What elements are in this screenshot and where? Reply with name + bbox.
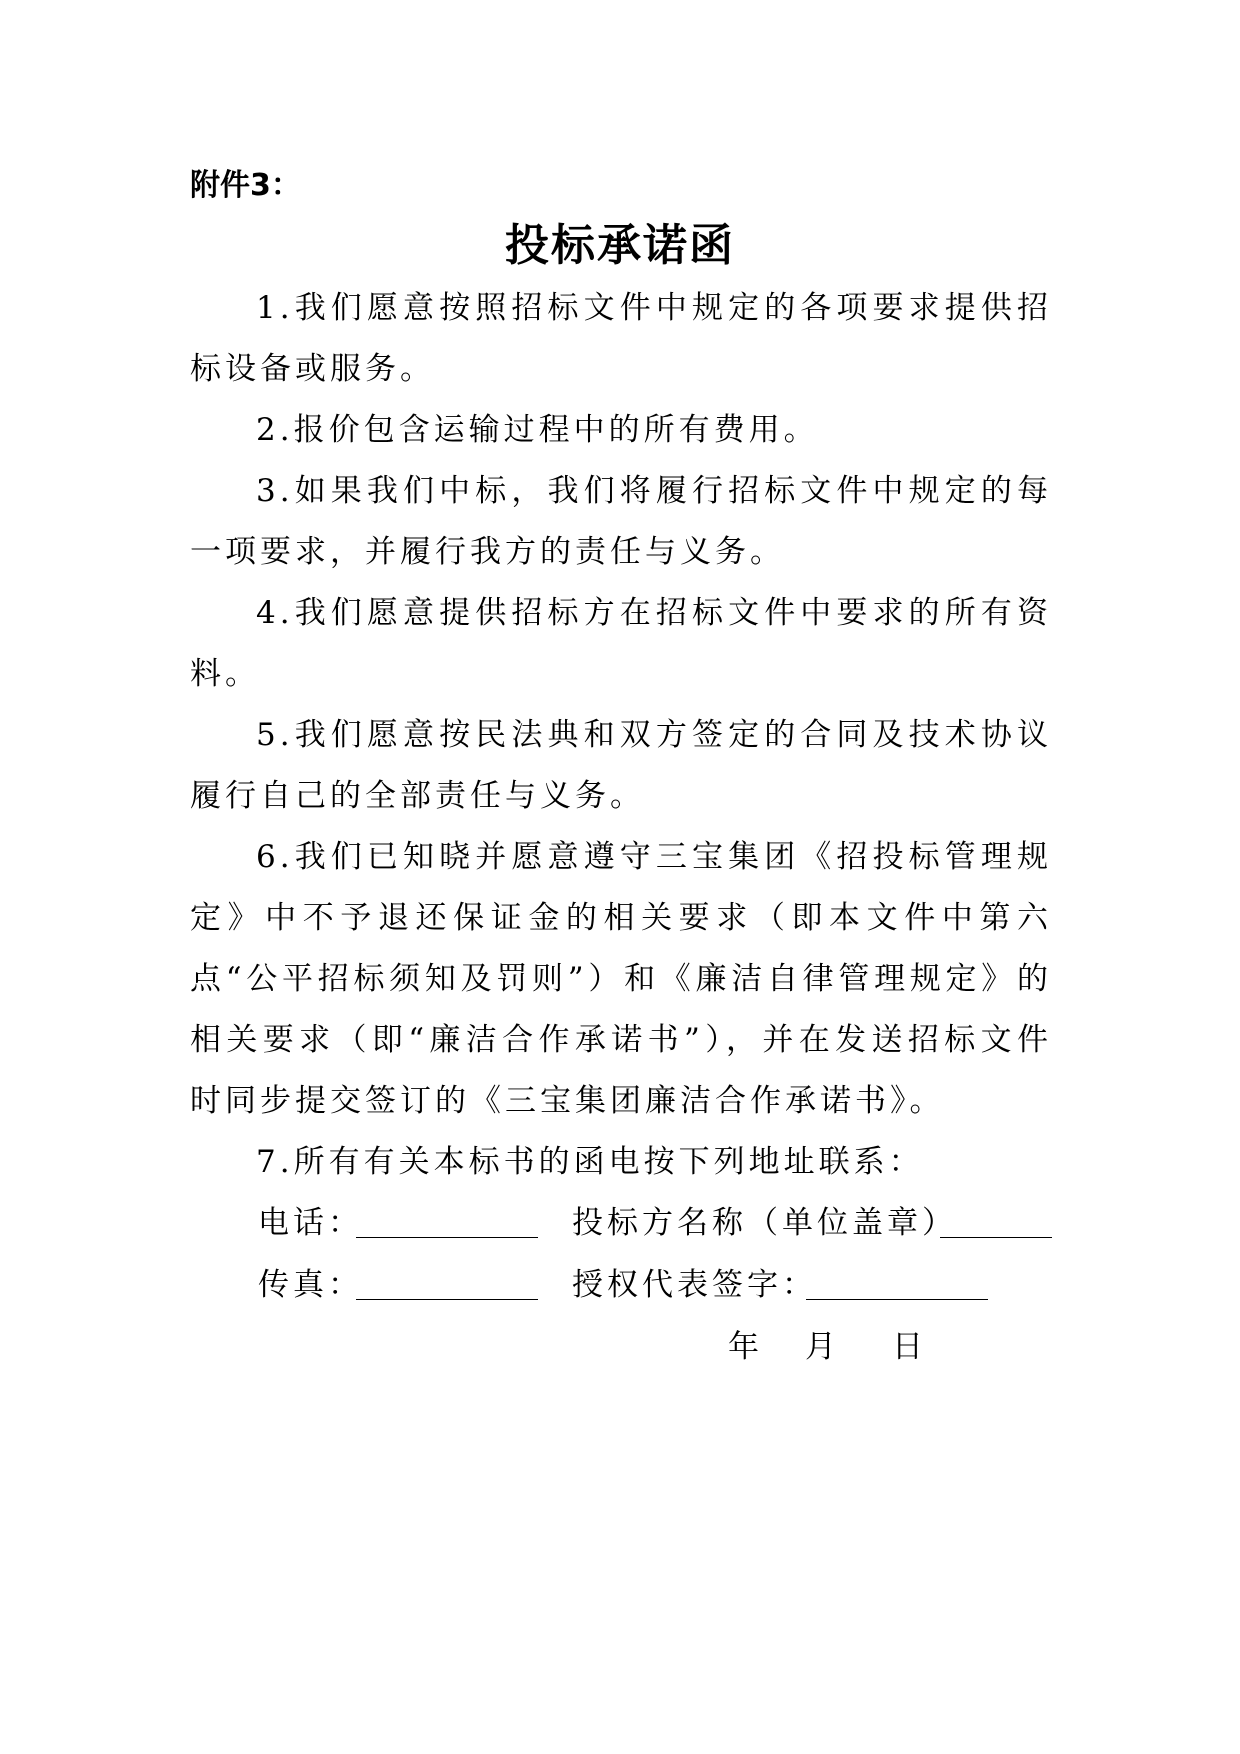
commitment-item-7: 7.所有有关本标书的函电按下列地址联系： <box>256 1144 924 1180</box>
fax-blank[interactable] <box>356 1299 538 1300</box>
document-title: 投标承诺函 <box>505 220 735 271</box>
contact-row-1 <box>190 1193 1052 1255</box>
commitment-item-1: 1.我们愿意按照招标文件中规定的各项要求提供招标设备或服务。 <box>190 290 1052 387</box>
commitment-item-3: 3.如果我们中标，我们将履行招标文件中规定的每一项要求，并履行我方的责任与义务。 <box>190 473 1052 570</box>
commitment-item-4: 4.我们愿意提供招标方在招标文件中要求的所有资料。 <box>190 595 1052 692</box>
contact-row-2 <box>190 1255 1052 1317</box>
bidder-name-blank[interactable] <box>940 1237 1052 1238</box>
commitment-item-5: 5.我们愿意按民法典和双方签定的合同及技术协议履行自己的全部责任与义务。 <box>190 717 1052 814</box>
commitment-item-2: 2.报价包含运输过程中的所有费用。 <box>256 412 819 448</box>
contact-section <box>190 1193 1052 1379</box>
date-day: 日 <box>892 1329 923 1365</box>
phone-label: 电话： <box>258 1205 363 1241</box>
date-year: 年 <box>728 1329 759 1365</box>
date-row <box>190 1317 1052 1379</box>
fax-label: 传真： <box>258 1267 363 1303</box>
document-body <box>190 278 1052 1379</box>
date-month: 月 <box>805 1329 836 1365</box>
bidder-name-label: 投标方名称（单位盖章） <box>572 1205 957 1241</box>
attachment-label: 附件3： <box>190 168 301 203</box>
commitment-item-6: 6.我们已知晓并愿意遵守三宝集团《招投标管理规定》中不予退还保证金的相关要求（即本文件中第六点“公平招标须知及罚则”）和《廉洁自律管理规定》的相关要求（即“廉洁合作承诺书”），并在发送招标文件时同步提交签订的《三宝集团廉洁合作承诺书》。 <box>190 839 1052 1119</box>
phone-blank[interactable] <box>356 1237 538 1238</box>
signature-blank[interactable] <box>806 1299 988 1300</box>
signature-label: 授权代表签字： <box>572 1267 817 1303</box>
